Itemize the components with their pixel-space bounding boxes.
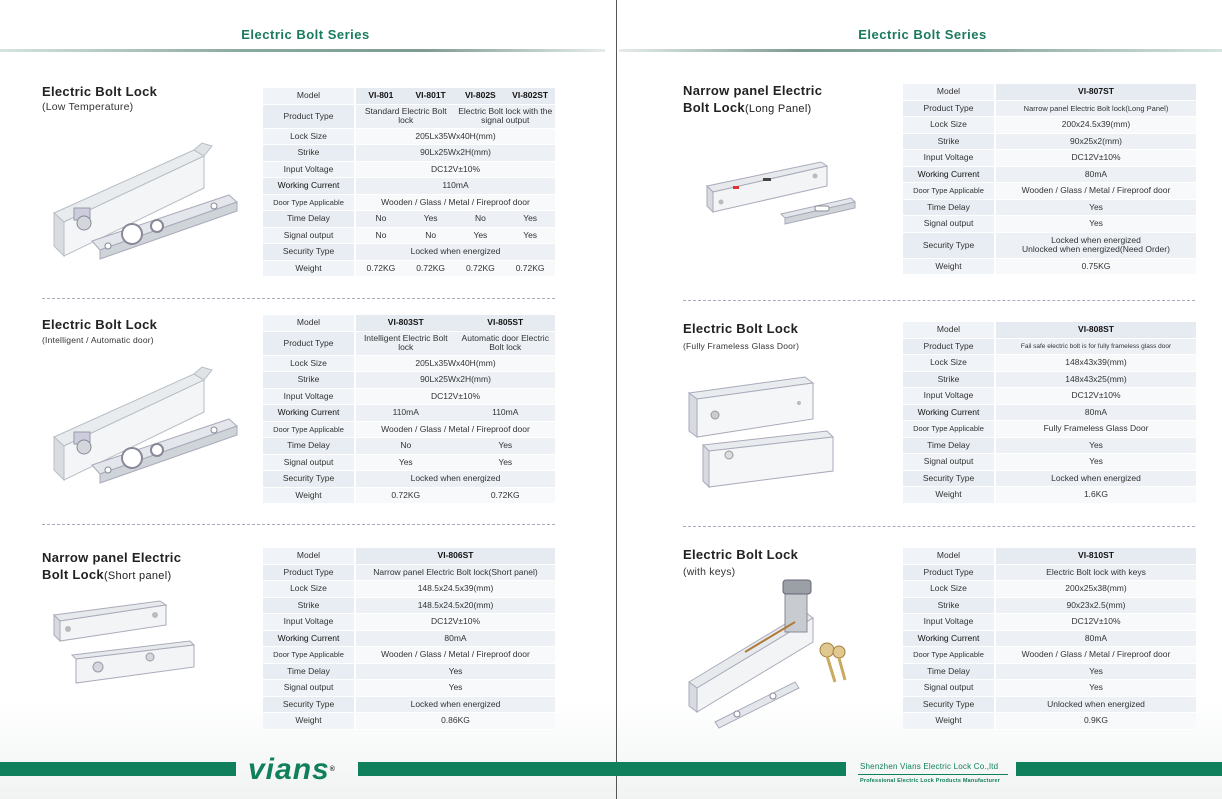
row-label: Security Type <box>263 697 356 714</box>
value-cell: Electric Bolt lock with the signal output <box>456 105 556 129</box>
row-label: Strike <box>263 145 356 162</box>
row-label: Model <box>263 548 356 565</box>
value-cell: 90x23x2.5(mm) <box>996 598 1196 615</box>
value-cell: Yes <box>356 664 555 681</box>
product-title: Electric Bolt Lock <box>683 547 799 562</box>
value-cell: DC12V±10% <box>996 388 1196 405</box>
model-cell: VI-807ST <box>996 84 1196 101</box>
value-cell: 200x25x38(mm) <box>996 581 1196 598</box>
value-cell: 0.72KG <box>356 261 406 278</box>
company-rule <box>858 774 1008 775</box>
right-page <box>611 0 1222 799</box>
row-label: Lock Size <box>903 355 996 372</box>
value-cell: Narrow panel Electric Bolt lock(Short panel) <box>356 565 555 582</box>
row-label: Time Delay <box>263 664 356 681</box>
value-cell: Locked when energized <box>356 697 555 714</box>
value-cell: Wooden / Glass / Metal / Fireproof door <box>356 422 555 439</box>
product-title: Electric Bolt Lock <box>42 84 158 99</box>
value-cell: Yes <box>996 454 1196 471</box>
value-cell: Yes <box>456 438 556 455</box>
value-cell: Yes <box>356 455 456 472</box>
value-cell: Yes <box>996 664 1196 681</box>
row-label: Signal output <box>903 680 996 697</box>
value-cell: Wooden / Glass / Metal / Fireproof door <box>356 195 555 212</box>
series-title-right: Electric Bolt Series <box>858 27 987 42</box>
value-cell: DC12V±10% <box>356 162 555 179</box>
product-title-line1: Narrow panel Electric <box>42 550 182 565</box>
value-cell: Electric Bolt lock with keys <box>996 565 1196 582</box>
value-cell: 110mA <box>356 178 555 195</box>
footer-bar-middle <box>358 762 846 776</box>
value-cell: Yes <box>505 228 555 245</box>
row-label: Signal output <box>263 455 356 472</box>
row-label: Model <box>903 548 996 565</box>
row-label: Lock Size <box>903 117 996 134</box>
value-cell: 148x43x39(mm) <box>996 355 1196 372</box>
value-cell: Yes <box>996 200 1196 217</box>
product-title: Electric Bolt Lock <box>42 317 158 332</box>
row-label: Security Type <box>903 697 996 714</box>
row-label: Product Type <box>903 101 996 118</box>
row-label: Time Delay <box>263 438 356 455</box>
bolt-lock-image <box>44 138 239 278</box>
title-suffix: (Short panel) <box>103 570 172 582</box>
row-label: Lock Size <box>263 129 356 146</box>
value-cell: Unlocked when energized <box>996 697 1196 714</box>
row-label: Strike <box>263 372 356 389</box>
row-label: Door Type Applicable <box>903 183 996 200</box>
row-label: Signal output <box>263 228 356 245</box>
value-cell: 90x25x2(mm) <box>996 134 1196 151</box>
value-cell: 80mA <box>996 167 1196 184</box>
value-cell: Yes <box>456 228 506 245</box>
value-cell: 80mA <box>356 631 555 648</box>
value-cell: 0.72KG <box>456 261 506 278</box>
row-label: Strike <box>903 598 996 615</box>
row-label: Weight <box>263 713 356 730</box>
model-cell: VI-810ST <box>996 548 1196 565</box>
row-label: Door Type Applicable <box>903 421 996 438</box>
value-cell: Locked when energized <box>356 471 555 488</box>
row-label: Working Current <box>903 631 996 648</box>
value-cell: No <box>356 228 406 245</box>
model-cell: VI-805ST <box>456 315 556 332</box>
model-cell: VI-801T <box>406 88 456 105</box>
value-cell: Yes <box>996 438 1196 455</box>
spec-table-p2 <box>263 315 555 504</box>
product-title-line1: Narrow panel Electric <box>683 83 823 98</box>
company-tagline: Professional Electric Lock Products Manufacturer <box>860 778 1001 784</box>
value-cell: 80mA <box>996 405 1196 422</box>
product-title-line2 <box>683 99 812 118</box>
row-label: Product Type <box>903 565 996 582</box>
value-cell: Wooden / Glass / Metal / Fireproof door <box>996 183 1196 200</box>
row-label: Lock Size <box>903 581 996 598</box>
security-line-2: Unlocked when energized(Need Order) <box>1022 244 1170 254</box>
value-cell: 205Lx35Wx40H(mm) <box>356 356 555 373</box>
value-cell: Yes <box>406 211 456 228</box>
row-label: Strike <box>903 372 996 389</box>
spec-table-p6 <box>903 548 1196 730</box>
value-cell: 110mA <box>356 405 456 422</box>
row-label: Model <box>903 322 996 339</box>
spec-table-p1 <box>263 88 555 277</box>
row-label: Input Voltage <box>903 388 996 405</box>
section-divider <box>42 298 555 299</box>
row-label: Security Type <box>263 244 356 261</box>
value-cell: 0.72KG <box>406 261 456 278</box>
row-label: Working Current <box>263 405 356 422</box>
row-label: Security Type <box>263 471 356 488</box>
row-label: Weight <box>263 488 356 505</box>
value-cell: 148.5x24.5x39(mm) <box>356 581 555 598</box>
value-cell: 0.86KG <box>356 713 555 730</box>
row-label: Door Type Applicable <box>903 647 996 664</box>
row-label: Weight <box>903 487 996 504</box>
row-label: Lock Size <box>263 581 356 598</box>
row-label: Weight <box>903 259 996 276</box>
row-label: Input Voltage <box>903 150 996 167</box>
value-cell: Yes <box>356 680 555 697</box>
product-subtitle: (Intelligent / Automatic door) <box>42 335 154 345</box>
row-label: Product Type <box>903 339 996 356</box>
row-label: Product Type <box>263 105 356 129</box>
spec-table-p4 <box>903 84 1196 275</box>
value-cell: 1.6KG <box>996 487 1196 504</box>
value-cell: 0.9KG <box>996 713 1196 730</box>
value-cell: 148.5x24.5x20(mm) <box>356 598 555 615</box>
glass-door-bolt-lock-image <box>687 375 837 490</box>
title-text: Bolt Lock <box>683 100 745 115</box>
row-label: Door Type Applicable <box>263 647 356 664</box>
bolt-lock-image <box>44 362 239 502</box>
keyed-bolt-lock-image <box>685 572 855 732</box>
row-label: Signal output <box>263 680 356 697</box>
narrow-bolt-lock-image <box>703 158 863 233</box>
row-label: Time Delay <box>903 438 996 455</box>
product-subtitle: (Low Temperature) <box>42 101 134 113</box>
value-cell: 200x24.5x39(mm) <box>996 117 1196 134</box>
value-cell: Fully Frameless Glass Door <box>996 421 1196 438</box>
logo-text: vians <box>248 753 330 786</box>
registered-mark: ® <box>329 766 336 773</box>
value-cell: Yes <box>996 680 1196 697</box>
model-cell: VI-806ST <box>356 548 555 565</box>
row-label: Signal output <box>903 454 996 471</box>
value-cell: DC12V±10% <box>996 150 1196 167</box>
value-cell: 0.72KG <box>456 488 556 505</box>
series-rule-left <box>0 49 605 52</box>
product-subtitle: (with keys) <box>683 566 736 578</box>
value-cell: 148x43x25(mm) <box>996 372 1196 389</box>
value-cell: No <box>356 211 406 228</box>
value-cell: Wooden / Glass / Metal / Fireproof door <box>356 647 555 664</box>
row-label: Weight <box>903 713 996 730</box>
value-cell <box>996 233 1196 259</box>
row-label: Model <box>263 88 356 105</box>
value-cell: Standard Electric Bolt lock <box>356 105 456 129</box>
model-cell: VI-802S <box>456 88 506 105</box>
vians-logo <box>248 755 336 785</box>
value-cell: 0.72KG <box>356 488 456 505</box>
row-label: Lock Size <box>263 356 356 373</box>
model-cell: VI-802ST <box>505 88 555 105</box>
row-label: Working Current <box>903 405 996 422</box>
value-cell: Automatic door Electric Bolt lock <box>456 332 556 356</box>
product-subtitle: (Fully Frameless Glass Door) <box>683 341 800 351</box>
value-cell: Yes <box>456 455 556 472</box>
value-cell: 90Lx25Wx2H(mm) <box>356 372 555 389</box>
model-cell: VI-808ST <box>996 322 1196 339</box>
value-cell: Locked when energized <box>356 244 555 261</box>
row-label: Security Type <box>903 233 996 259</box>
row-label: Strike <box>903 134 996 151</box>
footer-bar-right <box>1016 762 1222 776</box>
value-cell: DC12V±10% <box>356 614 555 631</box>
value-cell: 80mA <box>996 631 1196 648</box>
value-cell: 0.75KG <box>996 259 1196 276</box>
row-label: Time Delay <box>263 211 356 228</box>
row-label: Signal output <box>903 216 996 233</box>
spec-table-p5 <box>903 322 1196 504</box>
row-label: Time Delay <box>903 664 996 681</box>
product-title-line2 <box>42 566 171 585</box>
security-line-1: Locked when energized <box>1051 235 1141 245</box>
company-name: Shenzhen Vians Electric Lock Co.,ltd <box>860 762 999 771</box>
row-label: Working Current <box>263 178 356 195</box>
model-cell: VI-803ST <box>356 315 456 332</box>
section-divider <box>683 300 1195 301</box>
value-cell: Fail safe electric bolt is for fully frameless glass door <box>996 339 1196 356</box>
model-cell: VI-801 <box>356 88 406 105</box>
value-cell: Intelligent Electric Bolt lock <box>356 332 456 356</box>
row-label: Door Type Applicable <box>263 195 356 212</box>
value-cell: 90Lx25Wx2H(mm) <box>356 145 555 162</box>
series-title-left: Electric Bolt Series <box>241 27 370 42</box>
row-label: Product Type <box>263 565 356 582</box>
value-cell: Yes <box>996 216 1196 233</box>
row-label: Input Voltage <box>903 614 996 631</box>
row-label: Input Voltage <box>263 162 356 179</box>
row-label: Weight <box>263 261 356 278</box>
section-divider <box>42 524 555 525</box>
value-cell: Yes <box>505 211 555 228</box>
section-divider <box>683 526 1195 527</box>
value-cell: 0.72KG <box>505 261 555 278</box>
row-label: Time Delay <box>903 200 996 217</box>
value-cell: Wooden / Glass / Metal / Fireproof door <box>996 647 1196 664</box>
value-cell: No <box>456 211 506 228</box>
series-rule-right <box>619 49 1222 52</box>
value-cell: DC12V±10% <box>996 614 1196 631</box>
value-cell: DC12V±10% <box>356 389 555 406</box>
value-cell: No <box>356 438 456 455</box>
row-label: Model <box>903 84 996 101</box>
title-suffix: (Long Panel) <box>744 103 812 115</box>
value-cell: 110mA <box>456 405 556 422</box>
row-label: Security Type <box>903 471 996 488</box>
row-label: Input Voltage <box>263 614 356 631</box>
row-label: Door Type Applicable <box>263 422 356 439</box>
row-label: Model <box>263 315 356 332</box>
row-label: Input Voltage <box>263 389 356 406</box>
row-label: Product Type <box>263 332 356 356</box>
title-text: Bolt Lock <box>42 567 104 582</box>
product-title: Electric Bolt Lock <box>683 321 799 336</box>
row-label: Strike <box>263 598 356 615</box>
row-label: Working Current <box>263 631 356 648</box>
row-label: Working Current <box>903 167 996 184</box>
value-cell: 205Lx35Wx40H(mm) <box>356 129 555 146</box>
narrow-bolt-lock-image <box>50 595 200 695</box>
value-cell: No <box>406 228 456 245</box>
footer-bar-left <box>0 762 236 776</box>
spec-table-p3 <box>263 548 555 730</box>
value-cell: Narrow panel Electric Bolt lock(Long Panel) <box>996 101 1196 118</box>
value-cell: Locked when energized <box>996 471 1196 488</box>
